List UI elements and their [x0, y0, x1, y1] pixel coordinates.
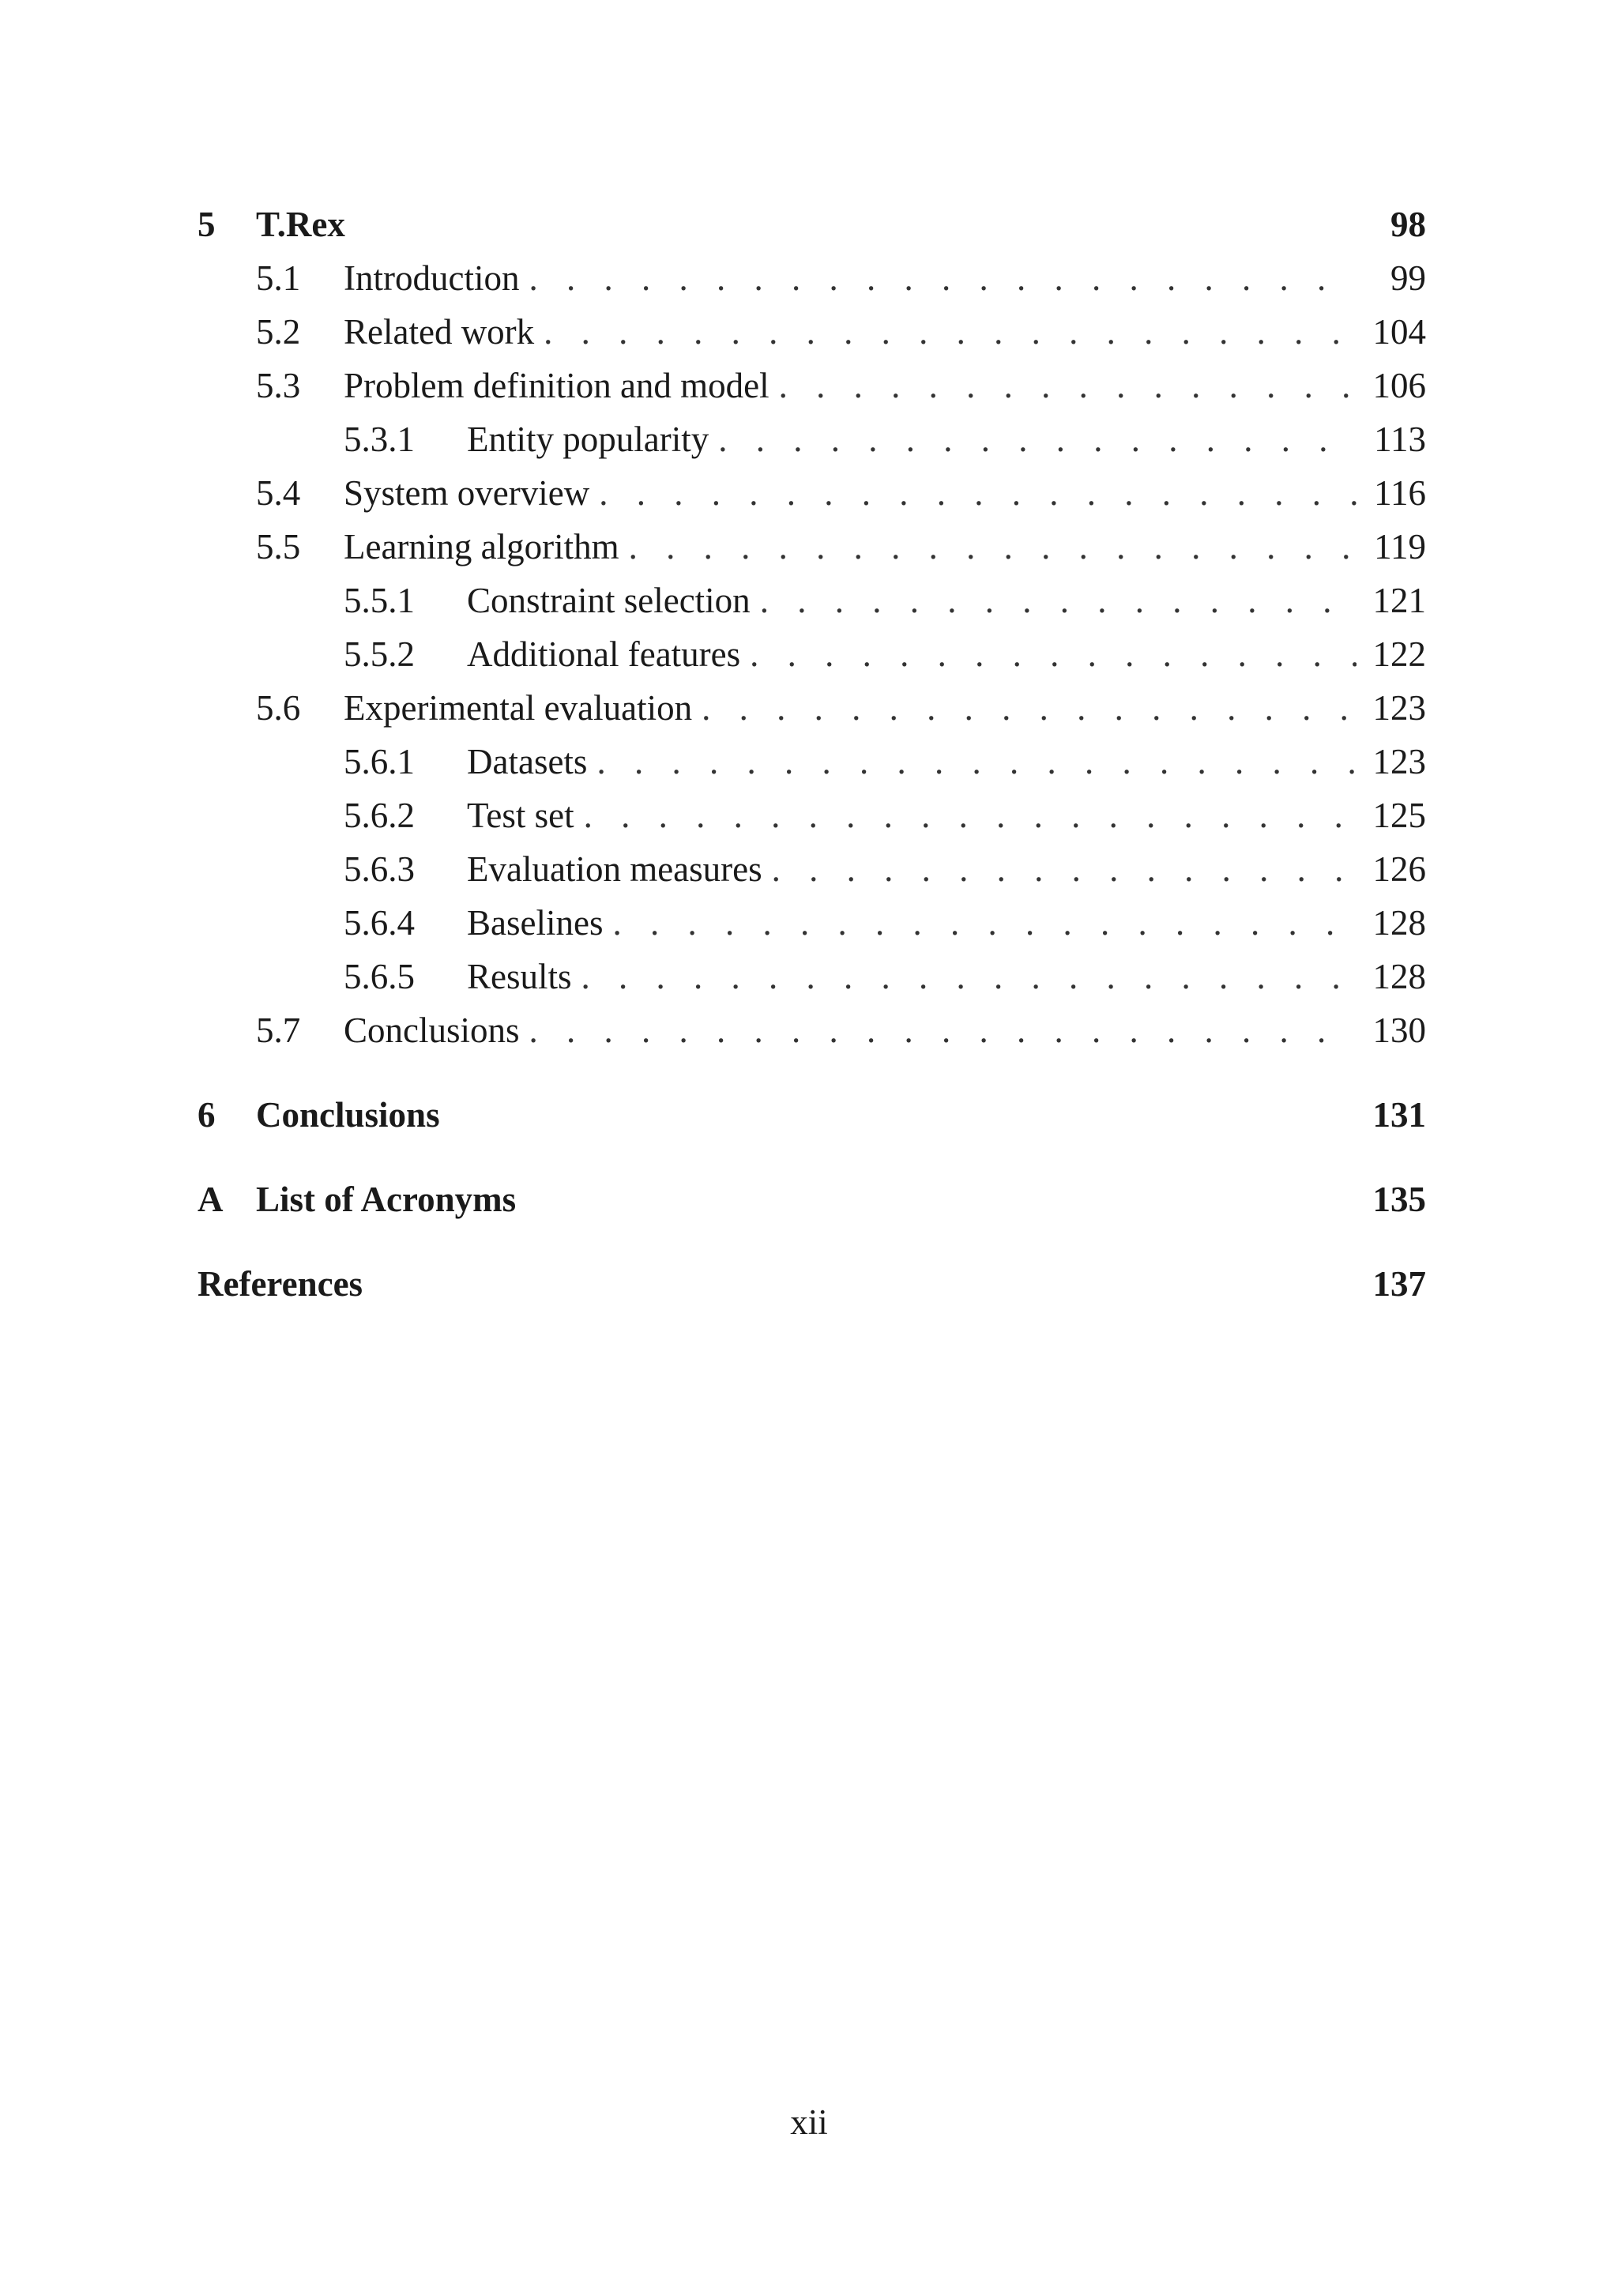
- subsection-title: Baselines: [467, 903, 604, 943]
- toc-section[interactable]: [198, 681, 1426, 735]
- subsection-title: Constraint selection: [467, 581, 751, 620]
- dot-leader: [581, 950, 1356, 1003]
- page-number: 135: [1372, 1180, 1426, 1219]
- dot-leader: [629, 520, 1356, 574]
- subsection-title: Datasets: [467, 742, 588, 781]
- subsection-number: 5.5.2: [344, 634, 415, 674]
- subsection-title: Additional features: [467, 634, 741, 674]
- dot-leader: [760, 574, 1356, 627]
- dot-leader: [612, 896, 1356, 950]
- toc-subsection[interactable]: [198, 789, 1426, 842]
- page-number: 104: [1372, 312, 1426, 352]
- subsection-number: 5.6.5: [344, 957, 415, 996]
- section-number: 5.5: [256, 527, 301, 566]
- dot-leader: [718, 412, 1356, 466]
- section-number: 5.2: [256, 312, 301, 352]
- appendix-title: List of Acronyms: [256, 1180, 517, 1219]
- toc-subsection[interactable]: [198, 896, 1426, 950]
- dot-leader: [599, 466, 1356, 520]
- toc-chapter[interactable]: [198, 198, 1426, 251]
- table-of-contents: [198, 198, 1426, 1311]
- page-number: 137: [1372, 1264, 1426, 1304]
- dot-leader: [596, 735, 1356, 789]
- page-number: 128: [1372, 903, 1426, 943]
- page-number: 130: [1372, 1011, 1426, 1050]
- page-number: 116: [1374, 473, 1426, 513]
- subsection-number: 5.6.3: [344, 849, 415, 889]
- page-number: 98: [1390, 205, 1426, 244]
- section-title: Problem definition and model: [344, 366, 769, 405]
- references-title: References: [198, 1264, 363, 1304]
- subsection-number: 5.6.4: [344, 903, 415, 943]
- subsection-number: 5.3.1: [344, 420, 415, 459]
- subsection-title: Test set: [467, 796, 574, 835]
- page-number: 128: [1372, 957, 1426, 996]
- section-number: 5.3: [256, 366, 301, 405]
- appendix-letter: A: [198, 1180, 224, 1219]
- toc-subsection[interactable]: [198, 412, 1426, 466]
- dot-leader: [779, 359, 1356, 412]
- toc-section[interactable]: [198, 1003, 1426, 1057]
- section-title: Experimental evaluation: [344, 688, 693, 728]
- page-number: 106: [1372, 366, 1426, 405]
- subsection-number: 5.6.1: [344, 742, 415, 781]
- section-title: Introduction: [344, 258, 520, 298]
- dot-leader: [584, 789, 1356, 842]
- dot-leader: [772, 842, 1356, 896]
- page-number: 126: [1372, 849, 1426, 889]
- chapter-number: 5: [198, 205, 216, 244]
- toc-subsection[interactable]: [198, 735, 1426, 789]
- section-title: Learning algorithm: [344, 527, 619, 566]
- page-number: 121: [1372, 581, 1426, 620]
- section-title: Conclusions: [344, 1011, 520, 1050]
- toc-section[interactable]: [198, 305, 1426, 359]
- chapter-title: T.Rex: [256, 205, 345, 244]
- page-number: 131: [1372, 1095, 1426, 1135]
- toc-section[interactable]: [198, 466, 1426, 520]
- page-number: 99: [1390, 258, 1426, 298]
- dot-leader: [544, 305, 1356, 359]
- toc-chapter[interactable]: [198, 1172, 1426, 1226]
- page-number: 122: [1372, 634, 1426, 674]
- toc-subsection[interactable]: [198, 842, 1426, 896]
- toc-chapter[interactable]: [198, 1088, 1426, 1142]
- toc-references[interactable]: [198, 1257, 1426, 1311]
- page-number: 125: [1372, 796, 1426, 835]
- chapter-number: 6: [198, 1095, 216, 1135]
- dot-leader: [529, 1003, 1356, 1057]
- page-number: 119: [1374, 527, 1426, 566]
- subsection-title: Entity popularity: [467, 420, 709, 459]
- toc-section[interactable]: [198, 520, 1426, 574]
- subsection-number: 5.6.2: [344, 796, 415, 835]
- page-number: 123: [1372, 688, 1426, 728]
- section-number: 5.4: [256, 473, 301, 513]
- dot-leader: [529, 251, 1356, 305]
- subsection-number: 5.5.1: [344, 581, 415, 620]
- toc-section[interactable]: [198, 359, 1426, 412]
- subsection-title: Evaluation measures: [467, 849, 762, 889]
- toc-section[interactable]: [198, 251, 1426, 305]
- chapter-title: Conclusions: [256, 1095, 440, 1135]
- section-number: 5.6: [256, 688, 301, 728]
- section-number: 5.7: [256, 1011, 301, 1050]
- page-number: 123: [1372, 742, 1426, 781]
- dot-leader: [702, 681, 1356, 735]
- toc-subsection[interactable]: [198, 627, 1426, 681]
- section-title: System overview: [344, 473, 590, 513]
- dot-leader: [750, 627, 1356, 681]
- toc-subsection[interactable]: [198, 950, 1426, 1003]
- toc-subsection[interactable]: [198, 574, 1426, 627]
- subsection-title: Results: [467, 957, 572, 996]
- section-number: 5.1: [256, 258, 301, 298]
- page-number: 113: [1374, 420, 1426, 459]
- page-footer-number: xii: [790, 2102, 828, 2142]
- section-title: Related work: [344, 312, 535, 352]
